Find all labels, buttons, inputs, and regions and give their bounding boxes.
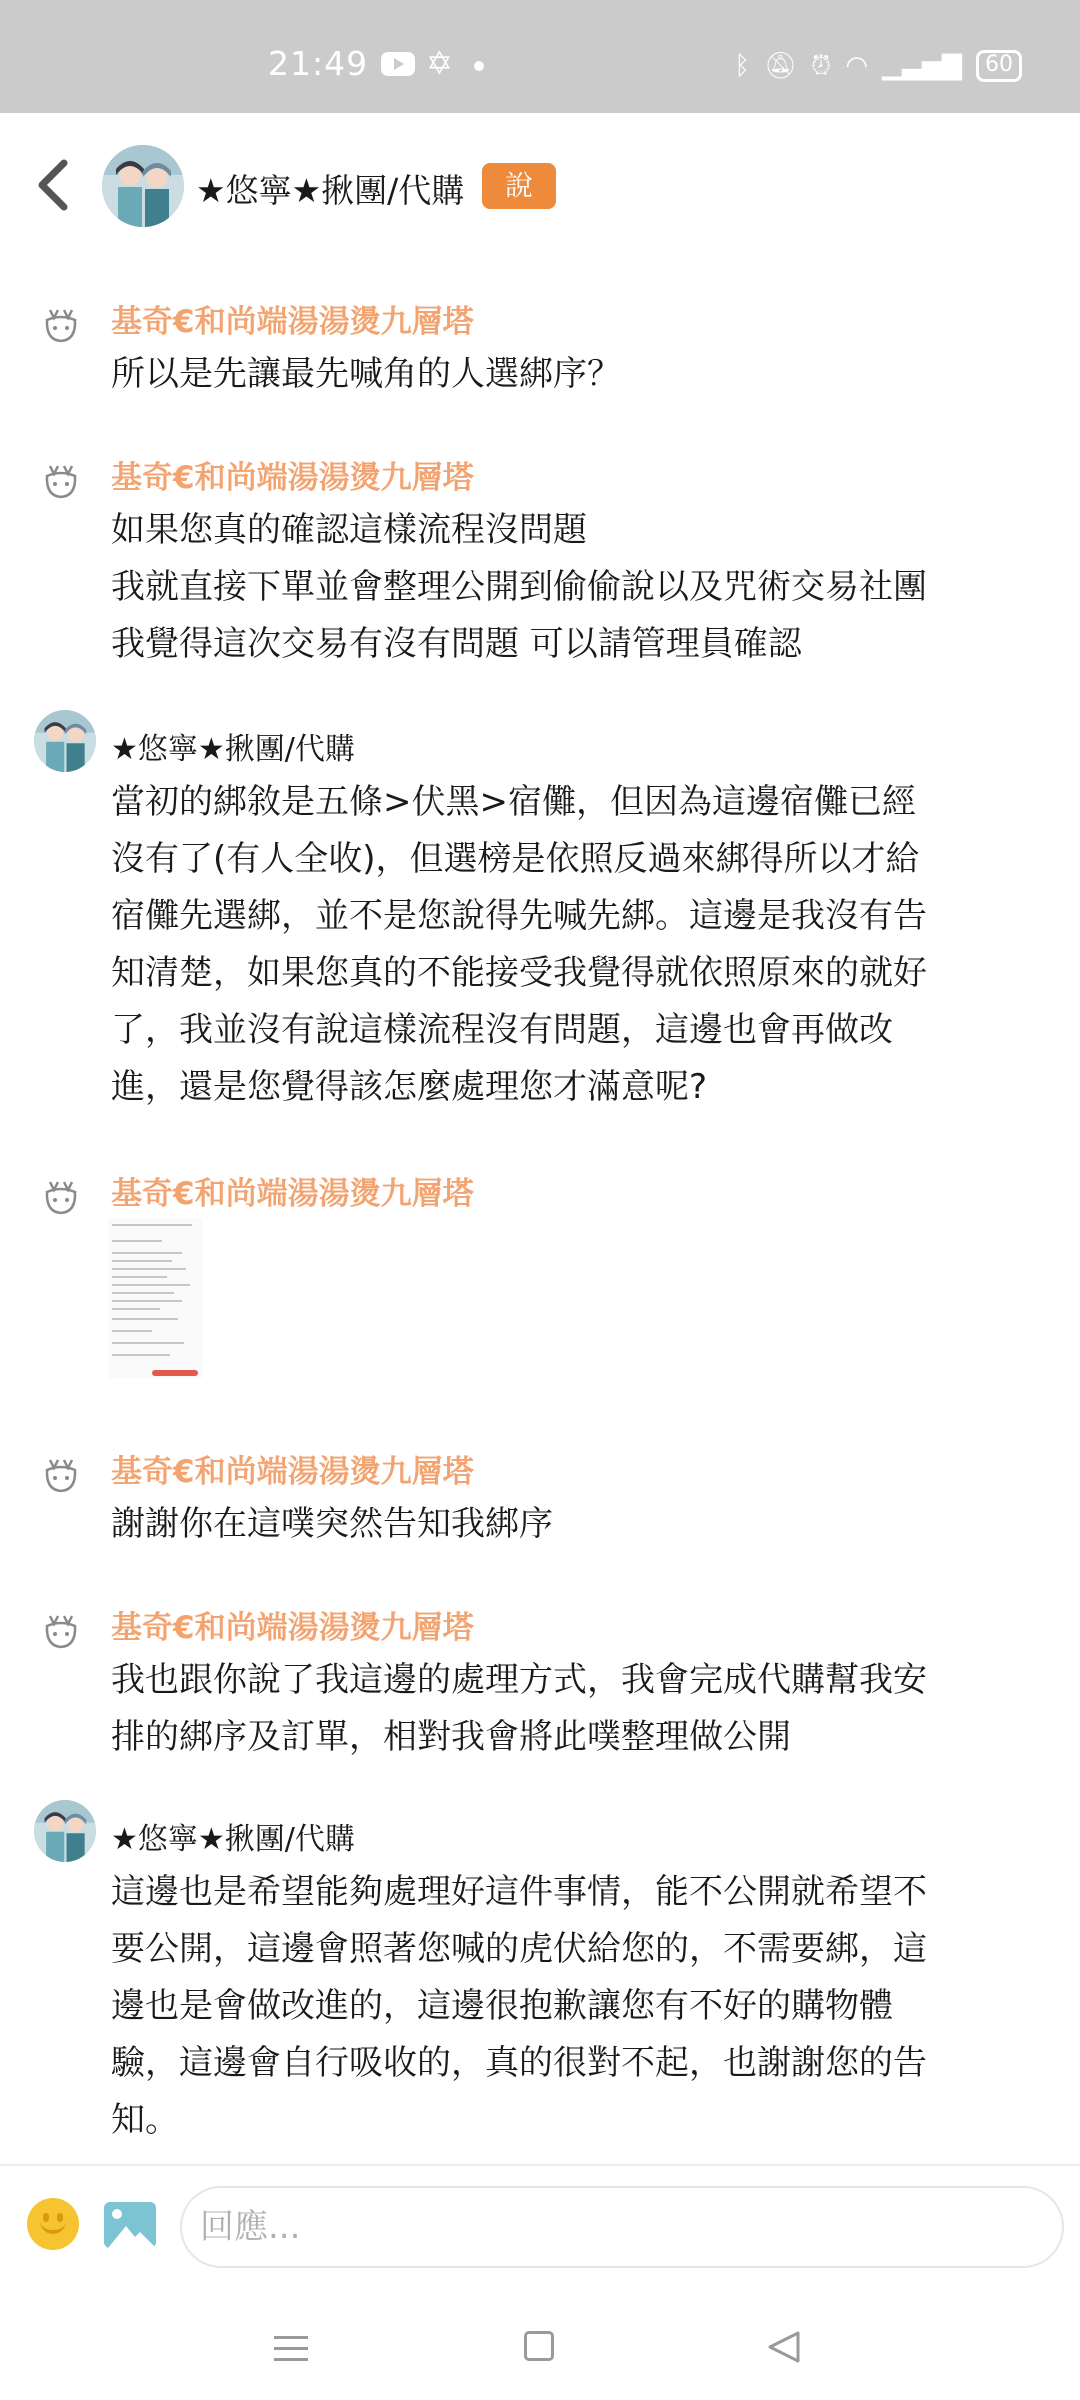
status-icons	[734, 50, 1022, 82]
avatar[interactable]	[34, 710, 96, 772]
alarm-icon: ⏰︎	[811, 50, 832, 81]
message-text: 所以是先讓最先喊角的人選綁序？	[111, 354, 621, 394]
user-sticker-icon	[40, 1176, 82, 1218]
back-triangle-icon[interactable]	[766, 2330, 802, 2364]
wifi-icon: ◠	[845, 51, 869, 81]
signal-icon: ▁▃▅▇	[882, 51, 962, 81]
status-bar	[0, 0, 1080, 113]
user-sticker-icon	[40, 460, 82, 502]
dot-icon	[474, 61, 484, 71]
emoji-icon[interactable]	[27, 2198, 79, 2250]
message-sender[interactable]: ★悠寧★揪團/代購	[111, 732, 355, 767]
chat-title: ★悠寧★揪團/代購	[196, 171, 465, 210]
chat-header	[0, 113, 1080, 263]
message-sender[interactable]: 基奇€和尚端湯湯燙九層塔	[111, 304, 474, 340]
battery-level: 60	[985, 52, 1013, 77]
avatar[interactable]	[102, 145, 184, 227]
home-icon[interactable]	[524, 2331, 554, 2361]
star-of-david-icon: ✡	[426, 44, 453, 82]
message-sender[interactable]: 基奇€和尚端湯湯燙九層塔	[111, 1176, 474, 1212]
youtube-icon	[381, 52, 415, 76]
user-sticker-icon	[40, 1610, 82, 1652]
message-sender[interactable]: 基奇€和尚端湯湯燙九層塔	[111, 1610, 474, 1646]
menu-icon[interactable]	[274, 2336, 308, 2362]
attached-screenshot-image[interactable]	[108, 1218, 203, 1378]
image-upload-icon[interactable]	[104, 2202, 156, 2248]
message-sender[interactable]: 基奇€和尚端湯湯燙九層塔	[111, 460, 474, 496]
message-sender[interactable]: ★悠寧★揪團/代購	[111, 1822, 355, 1857]
message-sender[interactable]: 基奇€和尚端湯湯燙九層塔	[111, 1454, 474, 1490]
avatar[interactable]	[34, 1800, 96, 1862]
message-text: 謝謝你在這噗突然告知我綁序	[111, 1504, 553, 1544]
bell-off-icon: 🔕︎	[764, 51, 798, 81]
status-time: 21:49	[268, 44, 369, 83]
reply-input[interactable]	[182, 2188, 1062, 2266]
user-sticker-icon	[40, 304, 82, 346]
battery-icon	[976, 50, 1022, 82]
user-sticker-icon	[40, 1454, 82, 1496]
message-text: 這邊也是希望能夠處理好這件事情，能不公開就希望不 要公開，這邊會照著您喊的虎伏給您的，不需要綁，這 邊也是會做改進的，這邊很抱歉讓您有不好的購物體 驗，這邊會自行吸收的，真的很對不起，也謝謝您的告 知。	[111, 1872, 927, 2140]
bluetooth-icon: ᛒ	[734, 51, 751, 81]
message-text: 當初的綁敘是五條>伏黑>宿儺，但因為這邊宿儺已經 沒有了(有人全收)，但選榜是依照反過來綁得所以才給 宿儺先選綁，並不是您說得先喊先綁。這邊是我沒有告 知清楚，如果您真的不能接受我覺得就依照原來的就好 了，我並沒有說這樣流程沒有問題，這邊也會再做改 進，還是您覺得該怎麼處理您才滿意呢?	[111, 782, 927, 1107]
reply-input-container	[180, 2186, 1064, 2268]
say-badge[interactable]: 說	[482, 163, 556, 209]
reply-bar	[0, 2166, 1080, 2296]
message-text: 我也跟你說了我這邊的處理方式，我會完成代購幫我安 排的綁序及訂單，相對我會將此噗整理做公開	[111, 1660, 927, 1757]
system-nav-bar	[0, 2296, 1080, 2400]
back-arrow-icon[interactable]	[34, 155, 74, 215]
message-text: 如果您真的確認這樣流程沒問題 我就直接下單並會整理公開到偷偷說以及咒術交易社團 我覺得這次交易有沒有問題 可以請管理員確認	[111, 510, 927, 664]
